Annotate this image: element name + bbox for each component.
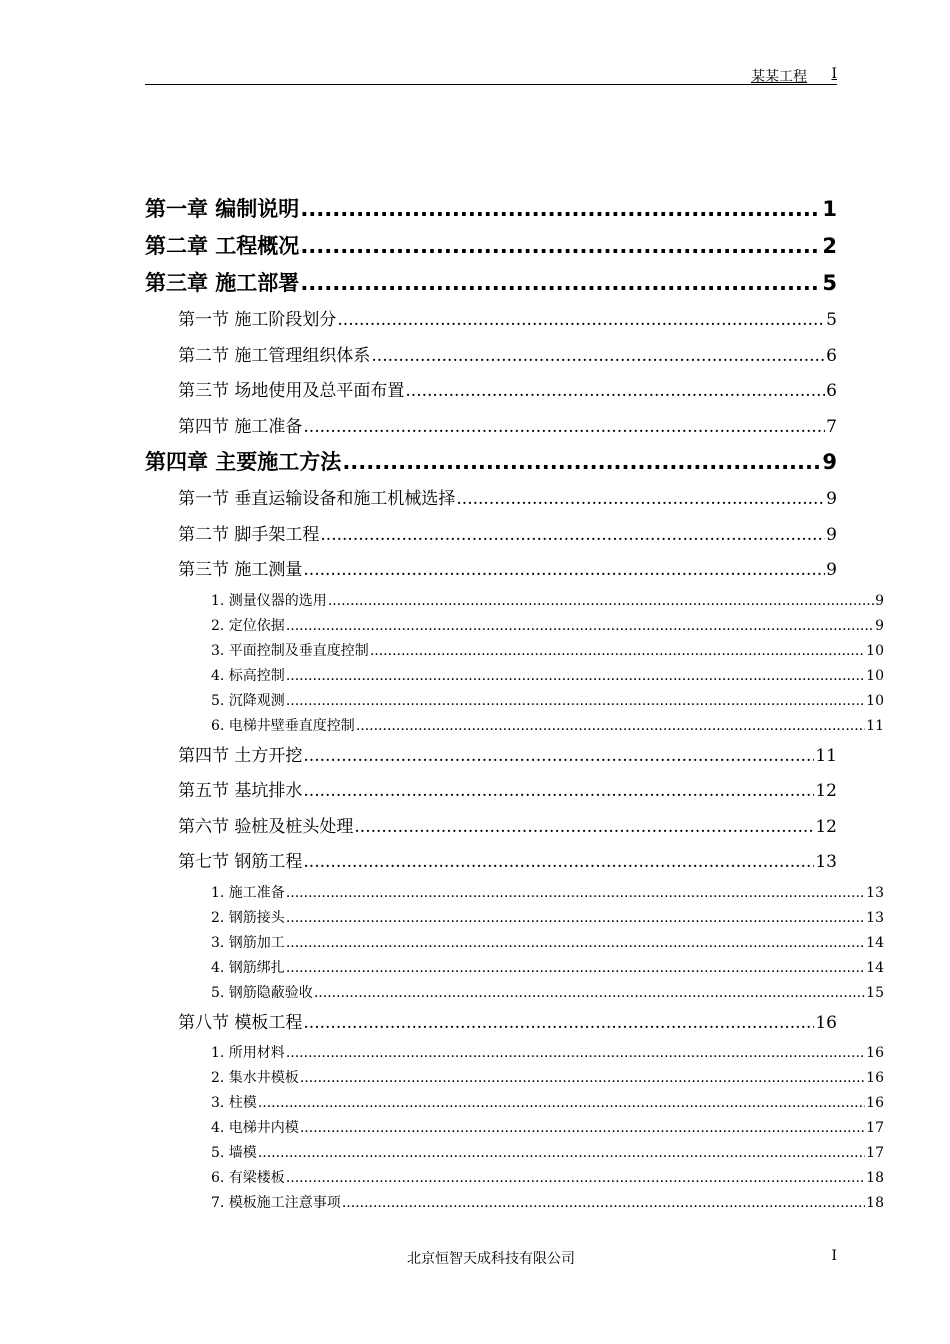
toc-entry[interactable] bbox=[145, 1068, 884, 1093]
toc-leader-dots bbox=[286, 933, 865, 953]
toc-entry[interactable] bbox=[145, 741, 837, 777]
toc-entry-page: 12 bbox=[815, 816, 837, 837]
toc-entry-label: 第三章 施工部署 bbox=[145, 271, 300, 295]
toc-entry[interactable] bbox=[145, 1008, 837, 1044]
toc-entry-page: 14 bbox=[866, 934, 884, 951]
toc-leader-dots bbox=[320, 520, 825, 550]
toc-leader-dots bbox=[300, 1068, 865, 1088]
toc-entry-label: 5. 墙模 bbox=[211, 1145, 257, 1161]
toc-entry[interactable] bbox=[145, 1168, 884, 1193]
toc-entry-page: 16 bbox=[866, 1045, 884, 1061]
toc-entry-label: 第一节 垂直运输设备和施工机械选择 bbox=[178, 489, 456, 509]
toc-entry-page: 1 bbox=[822, 197, 837, 221]
toc-entry-label: 7. 模板施工注意事项 bbox=[211, 1195, 341, 1211]
toc-leader-dots bbox=[303, 412, 825, 442]
toc-entry[interactable] bbox=[145, 1143, 884, 1168]
toc-entry-label: 1. 测量仪器的选用 bbox=[211, 592, 327, 609]
toc-entry-page: 14 bbox=[866, 959, 884, 976]
toc-entry[interactable] bbox=[145, 1118, 884, 1143]
toc-entry-page: 6 bbox=[826, 381, 837, 401]
toc-entry-label: 4. 钢筋绑扎 bbox=[211, 959, 285, 976]
toc-entry[interactable] bbox=[145, 520, 837, 556]
toc-entry-page: 17 bbox=[866, 1145, 884, 1161]
toc-entry-page: 18 bbox=[866, 1195, 884, 1211]
toc-entry-label: 3. 钢筋加工 bbox=[211, 934, 285, 951]
toc-entry-page: 9 bbox=[826, 489, 837, 509]
toc-leader-dots bbox=[286, 691, 865, 711]
toc-entry-label: 第七节 钢筋工程 bbox=[178, 852, 303, 872]
toc-entry-page: 10 bbox=[866, 692, 884, 709]
toc-entry-label: 第四章 主要施工方法 bbox=[145, 450, 342, 474]
toc-entry[interactable] bbox=[145, 691, 884, 716]
toc-entry[interactable] bbox=[145, 812, 837, 848]
toc-entry-page: 7 bbox=[826, 416, 837, 437]
toc-leader-dots bbox=[356, 716, 865, 736]
toc-entry[interactable] bbox=[145, 412, 837, 448]
toc-entry-page: 18 bbox=[866, 1170, 884, 1186]
toc-entry-label: 第八节 模板工程 bbox=[178, 1012, 303, 1033]
toc-leader-dots bbox=[303, 1008, 814, 1038]
toc-entry-label: 2. 钢筋接头 bbox=[211, 909, 285, 926]
toc-entry-page: 16 bbox=[815, 1012, 837, 1033]
toc-entry-label: 5. 钢筋隐蔽验收 bbox=[211, 984, 313, 1001]
toc-entry-page: 9 bbox=[875, 617, 884, 634]
toc-entry[interactable] bbox=[145, 1193, 884, 1218]
toc-leader-dots bbox=[371, 341, 825, 371]
toc-entry[interactable] bbox=[145, 908, 884, 933]
toc-entry[interactable] bbox=[145, 666, 884, 691]
toc-entry-page: 13 bbox=[866, 884, 884, 901]
toc-entry-page: 12 bbox=[815, 781, 837, 801]
toc-leader-dots bbox=[354, 812, 814, 842]
toc-entry[interactable] bbox=[145, 376, 837, 412]
footer-page-number: I bbox=[831, 1248, 837, 1264]
toc-entry-label: 3. 柱模 bbox=[211, 1095, 257, 1111]
toc-entry-page: 13 bbox=[815, 852, 837, 872]
toc-entry[interactable] bbox=[145, 933, 884, 958]
toc-entry-label: 1. 施工准备 bbox=[211, 884, 285, 901]
toc-entry-label: 第三节 施工测量 bbox=[178, 560, 303, 580]
toc-entry-page: 15 bbox=[866, 984, 884, 1001]
toc-entry[interactable] bbox=[145, 883, 884, 908]
toc-entry-label: 第四节 施工准备 bbox=[178, 416, 303, 437]
toc-leader-dots bbox=[405, 376, 825, 406]
toc-entry[interactable] bbox=[145, 641, 884, 666]
toc-leader-dots bbox=[286, 616, 874, 636]
toc-entry-label: 2. 集水井模板 bbox=[211, 1070, 299, 1086]
toc-entry[interactable] bbox=[145, 616, 884, 641]
toc-entry-label: 6. 有梁楼板 bbox=[211, 1170, 285, 1186]
toc-leader-dots bbox=[286, 666, 865, 686]
toc-entry-label: 4. 标高控制 bbox=[211, 667, 285, 684]
toc-leader-dots bbox=[303, 776, 814, 806]
toc-entry-label: 6. 电梯井壁垂直度控制 bbox=[211, 717, 355, 734]
toc-entry-label: 第六节 验桩及桩头处理 bbox=[178, 816, 354, 837]
toc-leader-dots bbox=[286, 958, 865, 978]
toc-entry-label: 第二章 工程概况 bbox=[145, 234, 300, 258]
toc-entry[interactable] bbox=[145, 447, 837, 484]
toc-entry[interactable] bbox=[145, 776, 837, 812]
header-project-name: 某某工程 bbox=[751, 69, 807, 85]
toc-leader-dots bbox=[303, 847, 814, 877]
header-page-number: I bbox=[831, 66, 837, 82]
toc-entry-page: 11 bbox=[815, 745, 837, 766]
toc-leader-dots bbox=[286, 1168, 865, 1188]
toc-entry-page: 6 bbox=[826, 345, 837, 366]
toc-entry[interactable] bbox=[145, 847, 837, 883]
toc-entry-page: 9 bbox=[875, 592, 884, 609]
toc-leader-dots bbox=[456, 484, 825, 514]
toc-entry-page: 5 bbox=[822, 271, 837, 295]
toc-entry-page: 9 bbox=[822, 450, 837, 474]
toc-leader-dots bbox=[370, 641, 865, 661]
toc-entry[interactable] bbox=[145, 591, 884, 616]
toc-leader-dots bbox=[303, 741, 814, 771]
toc-leader-dots bbox=[258, 1143, 865, 1163]
toc-leader-dots bbox=[314, 983, 865, 1003]
toc-entry-page: 11 bbox=[866, 717, 884, 734]
toc-leader-dots bbox=[328, 591, 874, 611]
toc-leader-dots bbox=[286, 1043, 865, 1063]
page-header bbox=[145, 66, 837, 85]
toc-entry-label: 3. 平面控制及垂直度控制 bbox=[211, 642, 369, 659]
toc-entry-page: 13 bbox=[866, 909, 884, 926]
toc-entry[interactable] bbox=[145, 1043, 884, 1068]
toc-entry[interactable] bbox=[145, 716, 884, 741]
toc-leader-dots bbox=[286, 908, 865, 928]
toc-entry-label: 第一节 施工阶段划分 bbox=[178, 310, 337, 330]
toc-entry-page: 10 bbox=[866, 667, 884, 684]
toc-entry-label: 1. 所用材料 bbox=[211, 1045, 285, 1061]
toc-entry-page: 2 bbox=[822, 234, 837, 258]
toc-entry[interactable] bbox=[145, 194, 837, 231]
toc-entry[interactable] bbox=[145, 983, 884, 1008]
toc-entry[interactable] bbox=[145, 305, 837, 341]
toc-entry[interactable] bbox=[145, 341, 837, 377]
toc-leader-dots bbox=[342, 447, 821, 477]
toc-entry-page: 9 bbox=[826, 524, 837, 545]
table-of-contents bbox=[145, 194, 884, 1218]
page-footer bbox=[145, 1248, 837, 1268]
toc-entry-page: 5 bbox=[826, 310, 837, 330]
toc-entry[interactable] bbox=[145, 268, 837, 305]
toc-entry-label: 第五节 基坑排水 bbox=[178, 781, 303, 801]
toc-entry[interactable] bbox=[145, 958, 884, 983]
toc-entry-page: 16 bbox=[866, 1095, 884, 1111]
toc-leader-dots bbox=[342, 1193, 865, 1213]
toc-leader-dots bbox=[258, 1093, 865, 1113]
toc-entry-label: 第二节 脚手架工程 bbox=[178, 524, 320, 545]
toc-leader-dots bbox=[300, 231, 821, 261]
toc-entry-label: 5. 沉降观测 bbox=[211, 692, 285, 709]
toc-entry[interactable] bbox=[145, 231, 837, 268]
toc-entry-label: 4. 电梯井内模 bbox=[211, 1120, 299, 1136]
toc-leader-dots bbox=[286, 883, 865, 903]
toc-leader-dots bbox=[300, 194, 821, 224]
toc-entry-page: 17 bbox=[866, 1120, 884, 1136]
toc-entry[interactable] bbox=[145, 555, 837, 591]
toc-entry-label: 第一章 编制说明 bbox=[145, 197, 300, 221]
toc-entry-page: 10 bbox=[866, 642, 884, 659]
footer-company-name: 北京恒智天成科技有限公司 bbox=[407, 1251, 575, 1267]
toc-leader-dots bbox=[337, 305, 825, 335]
toc-entry-label: 2. 定位依据 bbox=[211, 617, 285, 634]
toc-leader-dots bbox=[303, 555, 825, 585]
toc-leader-dots bbox=[300, 1118, 865, 1138]
toc-entry-label: 第三节 场地使用及总平面布置 bbox=[178, 381, 405, 401]
toc-entry[interactable] bbox=[145, 484, 837, 520]
toc-entry-page: 9 bbox=[826, 560, 837, 580]
toc-entry[interactable] bbox=[145, 1093, 884, 1118]
toc-entry-page: 16 bbox=[866, 1070, 884, 1086]
toc-entry-label: 第四节 土方开挖 bbox=[178, 745, 303, 766]
toc-leader-dots bbox=[300, 268, 821, 298]
toc-entry-label: 第二节 施工管理组织体系 bbox=[178, 345, 371, 366]
